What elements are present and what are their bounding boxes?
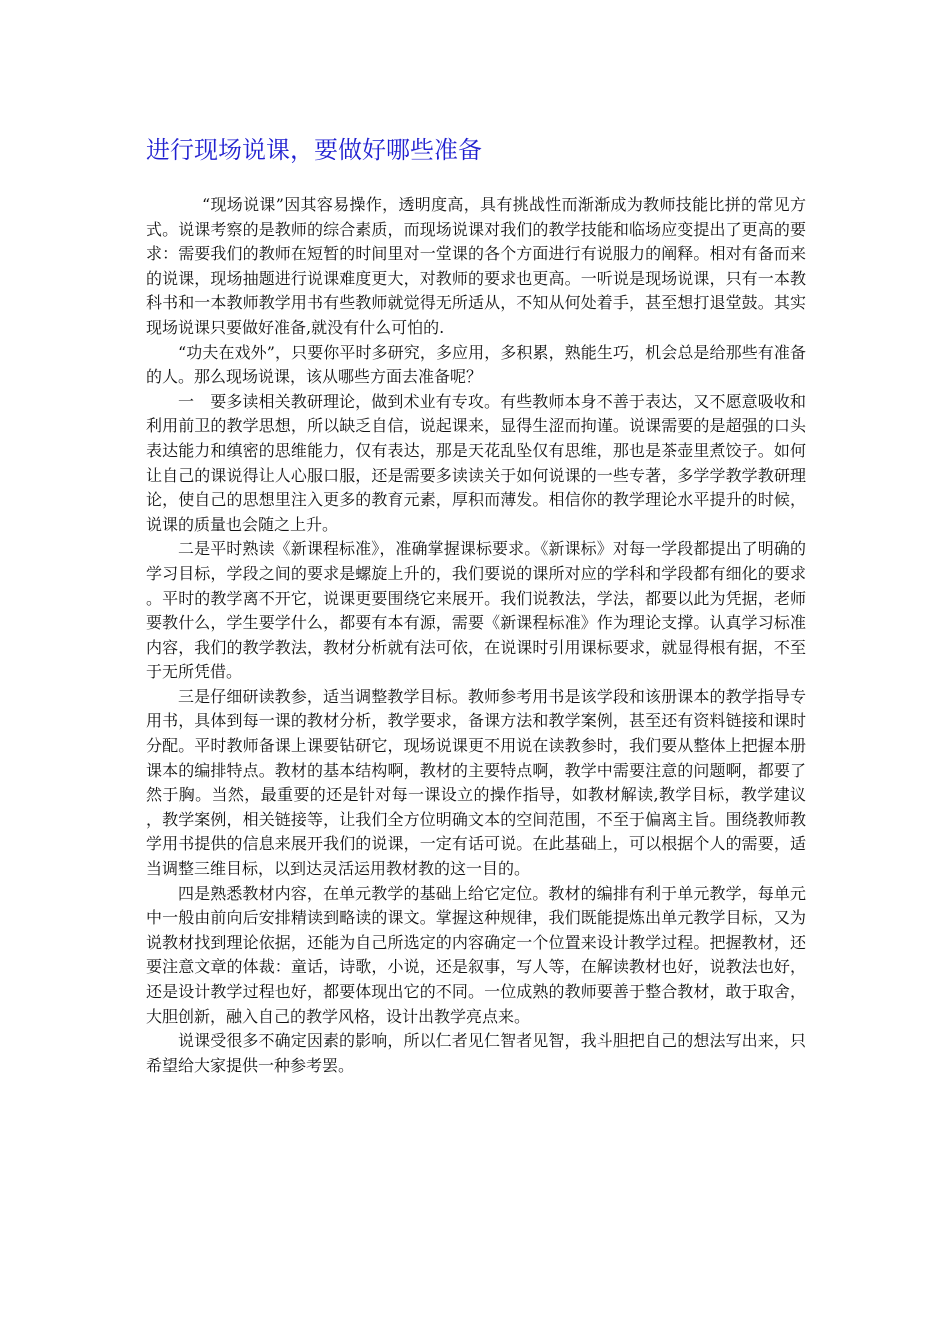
paragraph-point-three: 三是仔细研读教参，适当调整教学目标。教师参考用书是该学段和该册课本的教学指导专用书，具体到每一课的教材分析，教学要求，备课方法和教学案例，甚至还有资料链接和课时分配。平时教师备课上课要钻研它，现场说课更不用说在读教参时，我们要从整体上把握本册课本的编排特点。教材的基本结构啊，教材的主要特点啊，教学中需要注意的问题啊，都要了然于胸。当然，最重要的还是针对每一课设立的操作指导，如教材解读,教学目标，教学建议，教学案例，相关链接等，让我们全方位明确文本的空间范围，不至于偏离主旨。围绕教师教学用书提供的信息来展开我们的说课，一定有话可说。在此基础上，可以根据个人的需要，适当调整三维目标，以到达灵活运用教材教的这一目的。 [146,686,806,879]
paragraph-point-one: 一 要多读相关教研理论，做到术业有专攻。有些教师本身不善于表达，又不愿意吸收和利用前卫的教学思想，所以缺乏自信，说起课来，显得生涩而拘谨。说课需要的是超强的口头表达能力和缜密的思维能力，仅有表达，那是天花乱坠仅有思维，那也是茶壶里煮饺子。如何让自己的课说得让人心服口服，还是需要多读读关于如何说课的一些专著，多学学教学教研理论，使自己的思想里注入更多的教育元素，厚积而薄发。相信你的教学理论水平提升的时候，说课的质量也会随之上升。 [146,391,806,534]
paragraph-point-four: 四是熟悉教材内容，在单元教学的基础上给它定位。教材的编排有利于单元教学，每单元中一般由前向后安排精读到略读的课文。掌握这种规律，我们既能提炼出单元教学目标，又为说教材找到理论依据，还能为自己所选定的内容确定一个位置来设计教学过程。把握教材，还要注意文章的体裁：童话，诗歌，小说，还是叙事，写人等，在解读教材也好，说教法也好，还是设计教学过程也好，都要体现出它的不同。一位成熟的教师要善于整合教材，敢于取舍，大胆创新，融入自己的教学风格，设计出教学亮点来。 [146,883,806,1026]
document-title: 进行现场说课，要做好哪些准备 [146,136,482,164]
paragraph-point-two: 二是平时熟读《新课程标准》，准确掌握课标要求。《新课标》对每一学段都提出了明确的学习目标，学段之间的要求是螺旋上升的，我们要说的课所对应的学科和学段都有细化的要求。平时的教学离不开它，说课更要围绕它来展开。我们说教法，学法，都要以此为凭据，老师要教什么，学生要学什么，都要有本有源，需要《新课程标准》作为理论支撑。认真学习标准内容，我们的教学教法，教材分析就有法可依，在说课时引用课标要求，就显得根有据，不至于无所凭借。 [146,539,806,682]
paragraph-intro: “现场说课”因其容易操作，透明度高，具有挑战性而渐渐成为教师技能比拼的常见方式。说课考察的是教师的综合素质，而现场说课对我们的教学技能和临场应变提出了更高的要求：需要我们的教师在短暂的时间里对一堂课的各个方面进行有说服力的阐释。相对有备而来的说课，现场抽题进行说课难度更大，对教师的要求也更高。一听说是现场说课，只有一本教科书和一本教师教学用书有些教师就觉得无所适从，不知从何处着手，甚至想打退堂鼓。其实现场说课只要做好准备,就没有什么可怕的. [146,195,806,337]
document-body [146,193,806,1078]
paragraph-question: “功夫在戏外”，只要你平时多研究，多应用，多积累，熟能生巧，机会总是给那些有准备的人。那么现场说课，该从哪些方面去准备呢？ [146,342,806,387]
paragraph-conclusion: 说课受很多不确定因素的影响，所以仁者见仁智者见智，我斗胆把自己的想法写出来，只希望给大家提供一种参考罢。 [146,1031,806,1075]
